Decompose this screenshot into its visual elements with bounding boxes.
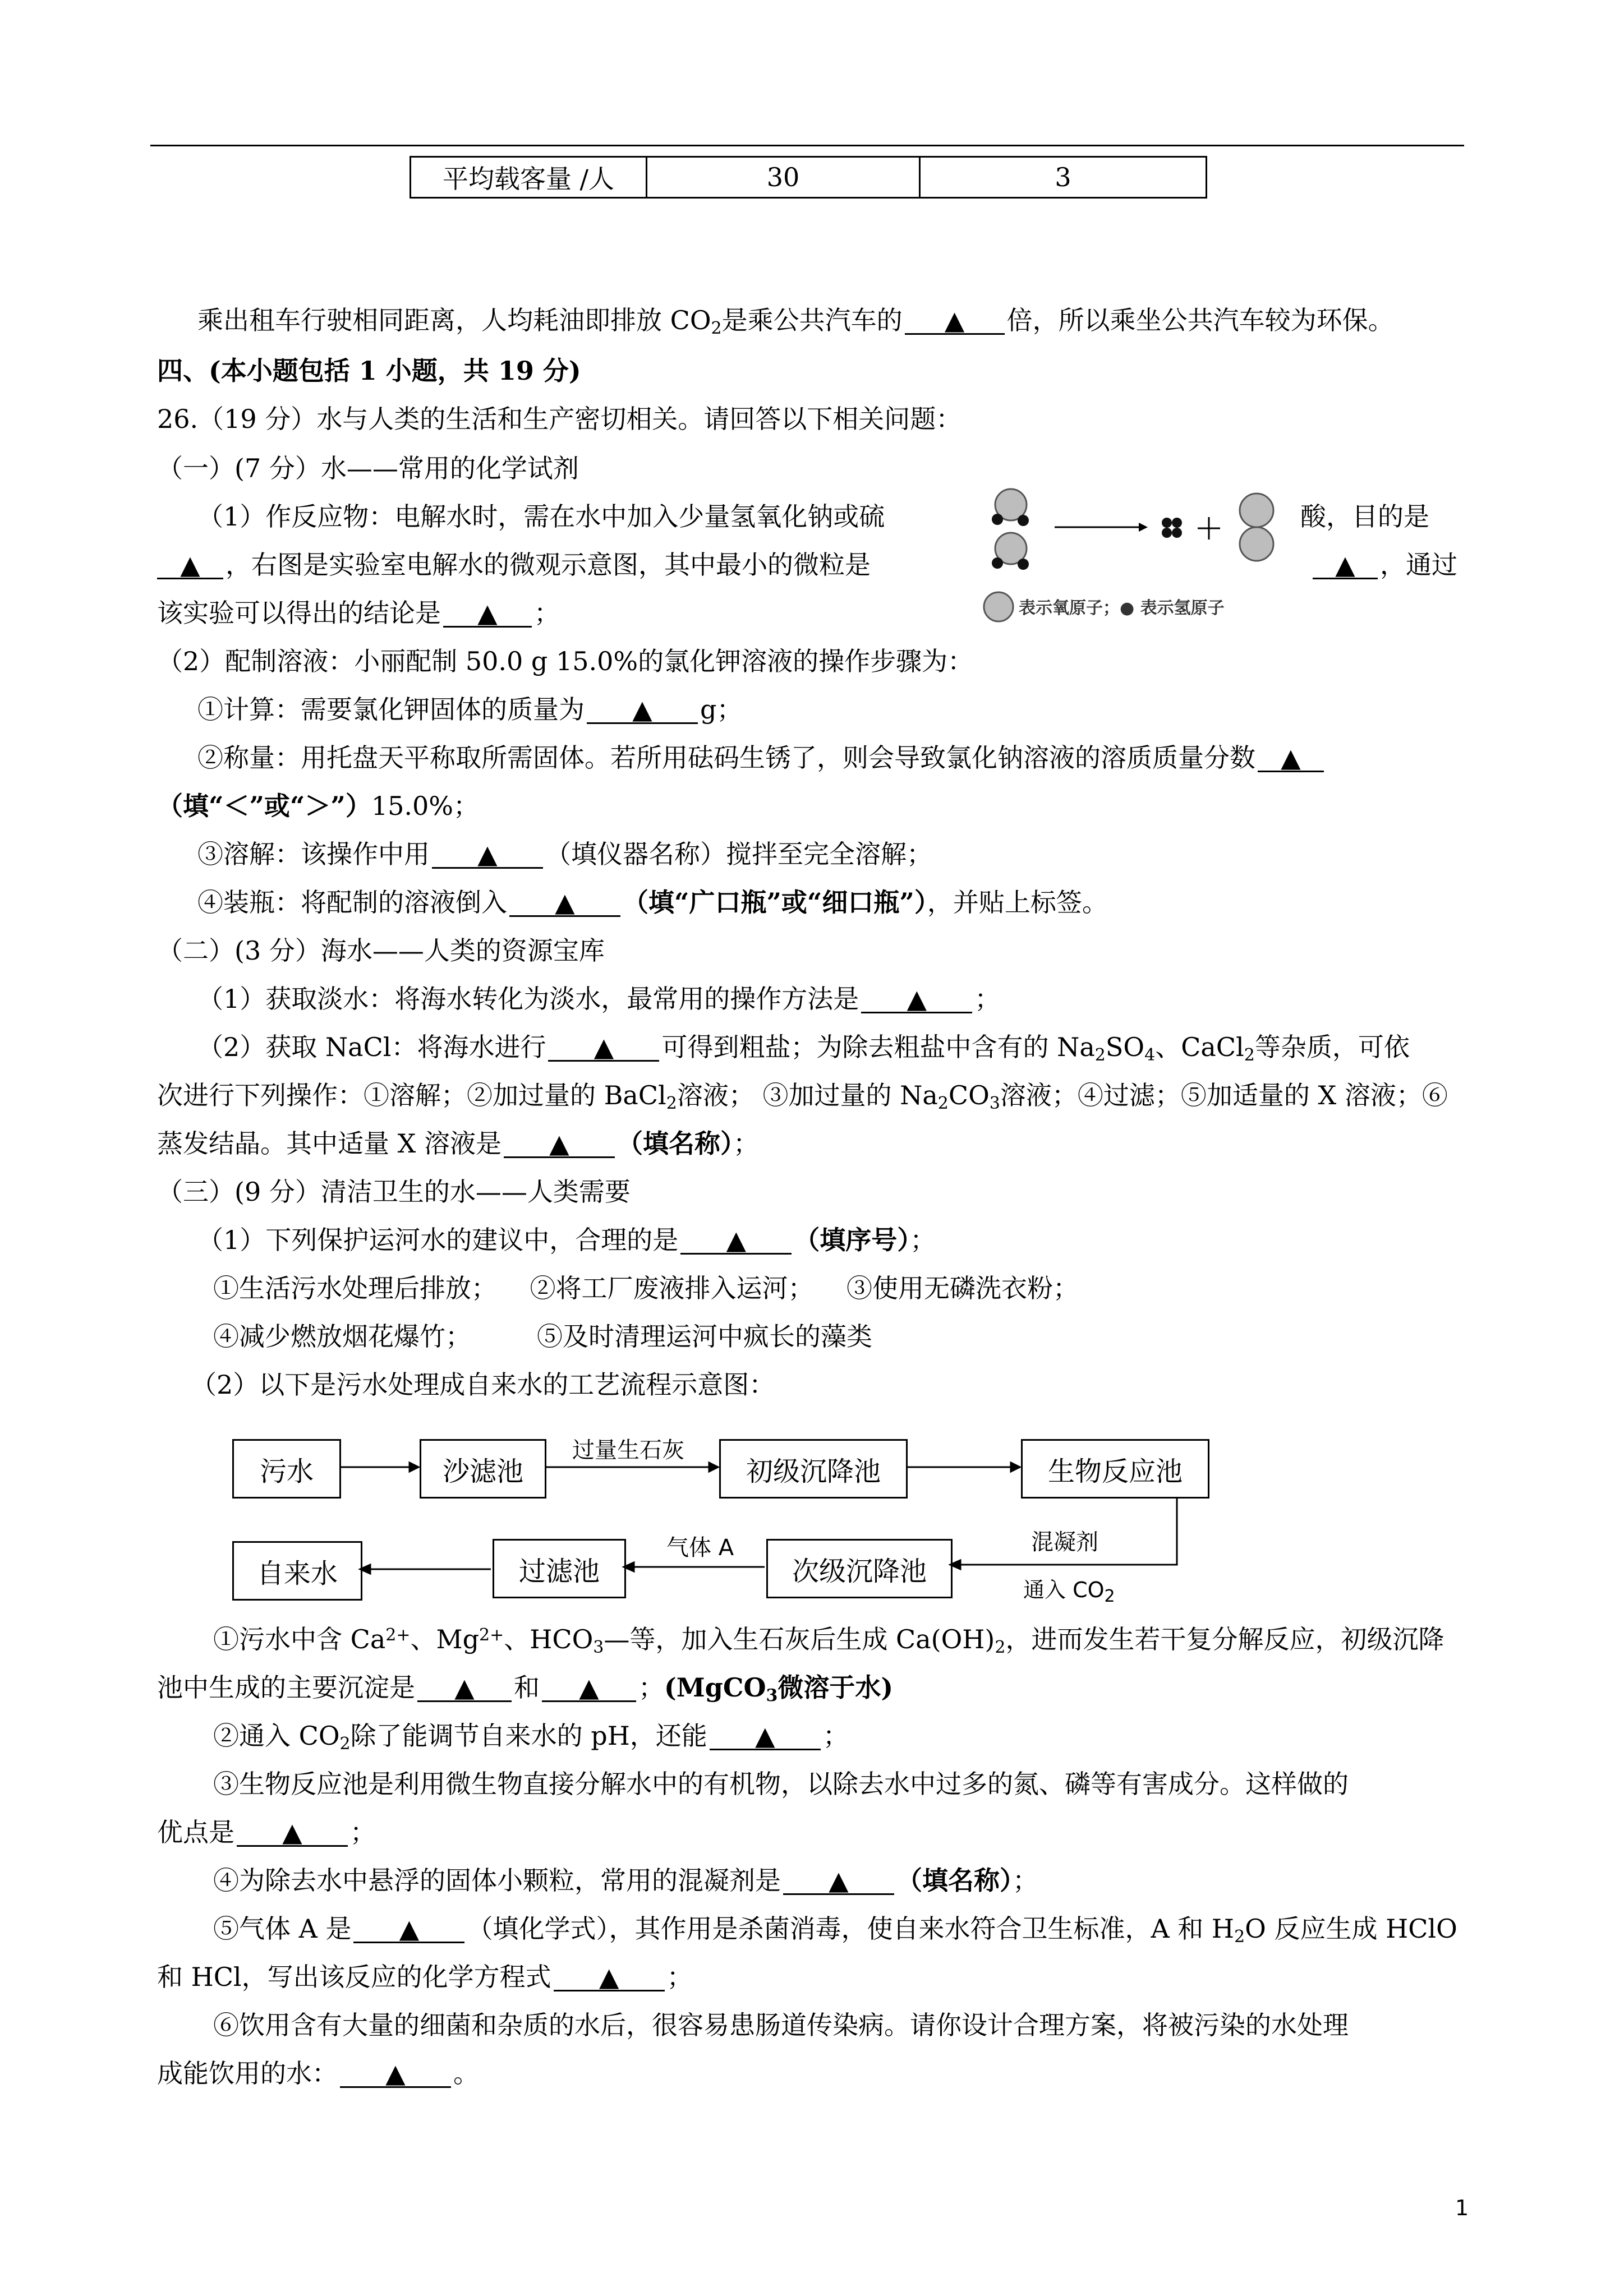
answer-blank[interactable]: ▲: [587, 697, 698, 724]
part1-line3: 该实验可以得出的结论是 ▲ ；: [157, 598, 560, 628]
answer-blank[interactable]: ▲: [340, 2060, 451, 2088]
water-molecule: [992, 489, 1029, 526]
page-number: 1: [1455, 2196, 1469, 2220]
flow-box-sewage: 污水: [232, 1439, 341, 1499]
water-molecule: [992, 533, 1029, 570]
oxygen-legend-icon: [984, 592, 1013, 621]
table-label-cell: 平均载客量 /人: [411, 157, 647, 198]
s4: ④为除去水中悬浮的固体小颗粒，常用的混凝剂是 ▲ （填名称）；: [213, 1865, 1038, 1896]
s6-line1: ⑥饮用含有大量的细菌和杂质的水后，很容易患肠道传染病。请你设计合理方案，将被污染的水处理: [213, 2010, 1349, 2040]
s2: ②通入 $CO_2$除了能调节自来水的 pH，还能 ▲ ；: [213, 1721, 849, 1754]
flow-arrows: [0, 1402, 1624, 1626]
section-title: 四、(本小题包括 1 小题，共 19 分): [157, 356, 581, 386]
step4: ④装瓶：将配制的溶液倒入 ▲ （填“广口瓶”或“细口瓶”），并贴上标签。: [197, 887, 1108, 918]
s5-line2: 和 HCl，写出该反应的化学方程式 ▲ ；: [157, 1962, 693, 1992]
answer-blank[interactable]: ▲: [554, 1964, 665, 1991]
diagram-legend: 表示氧原子；● 表示氢原子: [1019, 598, 1225, 618]
flow-box-tap-water: 自来水: [232, 1541, 362, 1601]
flow-label-coagulant: 混凝剂: [1031, 1529, 1098, 1555]
answer-blank[interactable]: ▲: [443, 600, 532, 628]
electrolysis-diagram: [976, 482, 1313, 628]
answer-blank[interactable]: ▲: [432, 841, 543, 869]
s6-line2: 成能饮用的水： ▲ 。: [157, 2058, 479, 2088]
part3-q1: （1）下列保护运河水的建议中，合理的是 ▲ （填序号）；: [197, 1225, 936, 1255]
part1-line2-end: ▲ ，通过: [1313, 552, 1457, 579]
s3-line1: ③生物反应池是利用微生物直接分解水中的有机物，以除去水中过多的氮、磷等有害成分。这样做的: [213, 1769, 1349, 1799]
step3: ③溶解：该操作中用 ▲ （填仪器名称）搅拌至完全溶解；: [197, 839, 932, 869]
options-line2: ④减少燃放烟花爆竹； ⑤及时清理运河中疯长的藻类: [213, 1321, 872, 1352]
answer-blank[interactable]: ▲: [548, 1034, 659, 1062]
part2-title: （二）(3 分）海水——人类的资源宝库: [157, 935, 605, 966]
answer-blank[interactable]: ▲: [237, 1819, 348, 1847]
part3-title: （三）(9 分）清洁卫生的水——人类需要: [157, 1177, 631, 1207]
flow-box-bio-reactor: 生物反应池: [1021, 1439, 1209, 1499]
step2: ②称量：用托盘天平称取所需固体。若所用砝码生锈了，则会导致氯化钠溶液的溶质质量分数 ▲: [197, 745, 1326, 772]
answer-blank[interactable]: ▲: [542, 1675, 636, 1702]
s3-line2: 优点是 ▲ ；: [157, 1817, 376, 1847]
answer-blank[interactable]: ▲: [861, 986, 972, 1013]
part1-line2: ▲ ，右图是实验室电解水的微观示意图，其中最小的微粒是: [157, 552, 871, 579]
hydrogen-molecules: [1162, 518, 1182, 538]
load-table: [410, 156, 1207, 199]
part1-p2-title: （2）配制溶液：小丽配制 50.0 g 15.0%的氯化钾溶液的操作步骤为：: [157, 646, 974, 676]
answer-blank[interactable]: ▲: [1313, 552, 1378, 579]
part1-line1-end: 酸，目的是: [1300, 501, 1429, 532]
flow-box-secondary-settling: 次级沉降池: [766, 1539, 953, 1598]
flow-label-lime: 过量生石灰: [572, 1437, 684, 1463]
part2-q2-line2: 次进行下列操作：①溶解；②加过量的 BaCl$_2$溶液； ③加过量的 $Na_2CO_3$溶液；④过滤；⑤加适量的 X 溶液；⑥: [157, 1080, 1448, 1113]
step1: ①计算：需要氯化钾固体的质量为 ▲ g；: [197, 694, 743, 725]
part2-q2-line3: 蒸发结晶。其中适量 X 溶液是 ▲ （填名称）；: [157, 1128, 759, 1159]
oxygen-molecule: [1240, 494, 1273, 561]
part3-q2-title: （2）以下是污水处理成自来水的工艺流程示意图：: [191, 1370, 775, 1400]
answer-blank[interactable]: ▲: [353, 1916, 464, 1943]
plus-sign: [1198, 517, 1220, 540]
answer-blank[interactable]: ▲: [905, 307, 1005, 335]
answer-blank[interactable]: ▲: [509, 889, 620, 917]
part2-q1: （1）获取淡水：将海水转化为淡水，最常用的操作方法是 ▲ ；: [197, 984, 1001, 1014]
s1-line1: ①污水中含 $Ca^{2+}$、$Mg^{2+}$、$HCO_3—$等，加入生石灰后生成 $Ca(OH)_2$，进而发生若干复分解反应，初级沉降: [213, 1624, 1444, 1657]
flow-box-filter-pool: 过滤池: [493, 1539, 626, 1598]
reaction-arrow: [1055, 523, 1148, 532]
s1-line2: 池中生成的主要沉淀是 ▲ 和 ▲ ；(MgCO$_3$微溶于水): [157, 1672, 894, 1705]
part1-line1: （1）作反应物：电解水时，需在水中加入少量氢氧化钠或硫: [197, 501, 885, 532]
part1-title: （一）(7 分）水——常用的化学试剂: [157, 453, 579, 483]
answer-blank[interactable]: ▲: [710, 1723, 821, 1750]
answer-blank[interactable]: ▲: [504, 1131, 615, 1158]
header-rule: [150, 145, 1464, 146]
answer-blank[interactable]: ▲: [1258, 745, 1324, 772]
question-intro: 26.（19 分）水与人类的生活和生产密切相关。请回答以下相关问题：: [157, 404, 962, 434]
answer-blank[interactable]: ▲: [783, 1868, 894, 1895]
table-row: [411, 157, 1207, 198]
table-value-cell: 3: [920, 157, 1207, 198]
answer-blank[interactable]: ▲: [680, 1227, 792, 1255]
step2-cont: （填“＜”或“＞”）15.0%；: [157, 791, 479, 821]
table-value-cell: 30: [647, 157, 920, 198]
part2-q2: （2）获取 NaCl：将海水进行 ▲ 可得到粗盐；为除去粗盐中含有的 $Na_2SO_4$、CaCl$_2$等杂质，可依: [197, 1032, 1410, 1065]
options-line1: ①生活污水处理后排放； ②将工厂废液排入运河； ③使用无磷洗衣粉；: [213, 1273, 1079, 1303]
s5-line1: ⑤气体 A 是 ▲ （填化学式），其作用是杀菌消毒，使自来水符合卫生标准，A 和 $H_2O$ 反应生成 HClO: [213, 1914, 1457, 1947]
flow-box-primary-settling: 初级沉降池: [719, 1439, 908, 1499]
flow-box-sand-filter: 沙滤池: [420, 1439, 546, 1499]
answer-blank[interactable]: ▲: [157, 552, 223, 579]
flow-label-co2: 通入 $CO_2$: [1023, 1578, 1115, 1606]
answer-blank[interactable]: ▲: [417, 1675, 512, 1702]
flow-label-gas-a: 气体 A: [666, 1535, 734, 1561]
q25-tail: 乘出租车行驶相同距离，人均耗油即排放 $CO_2$是乘公共汽车的 ▲ 倍，所以乘坐公共汽车较为环保。: [197, 305, 1394, 338]
